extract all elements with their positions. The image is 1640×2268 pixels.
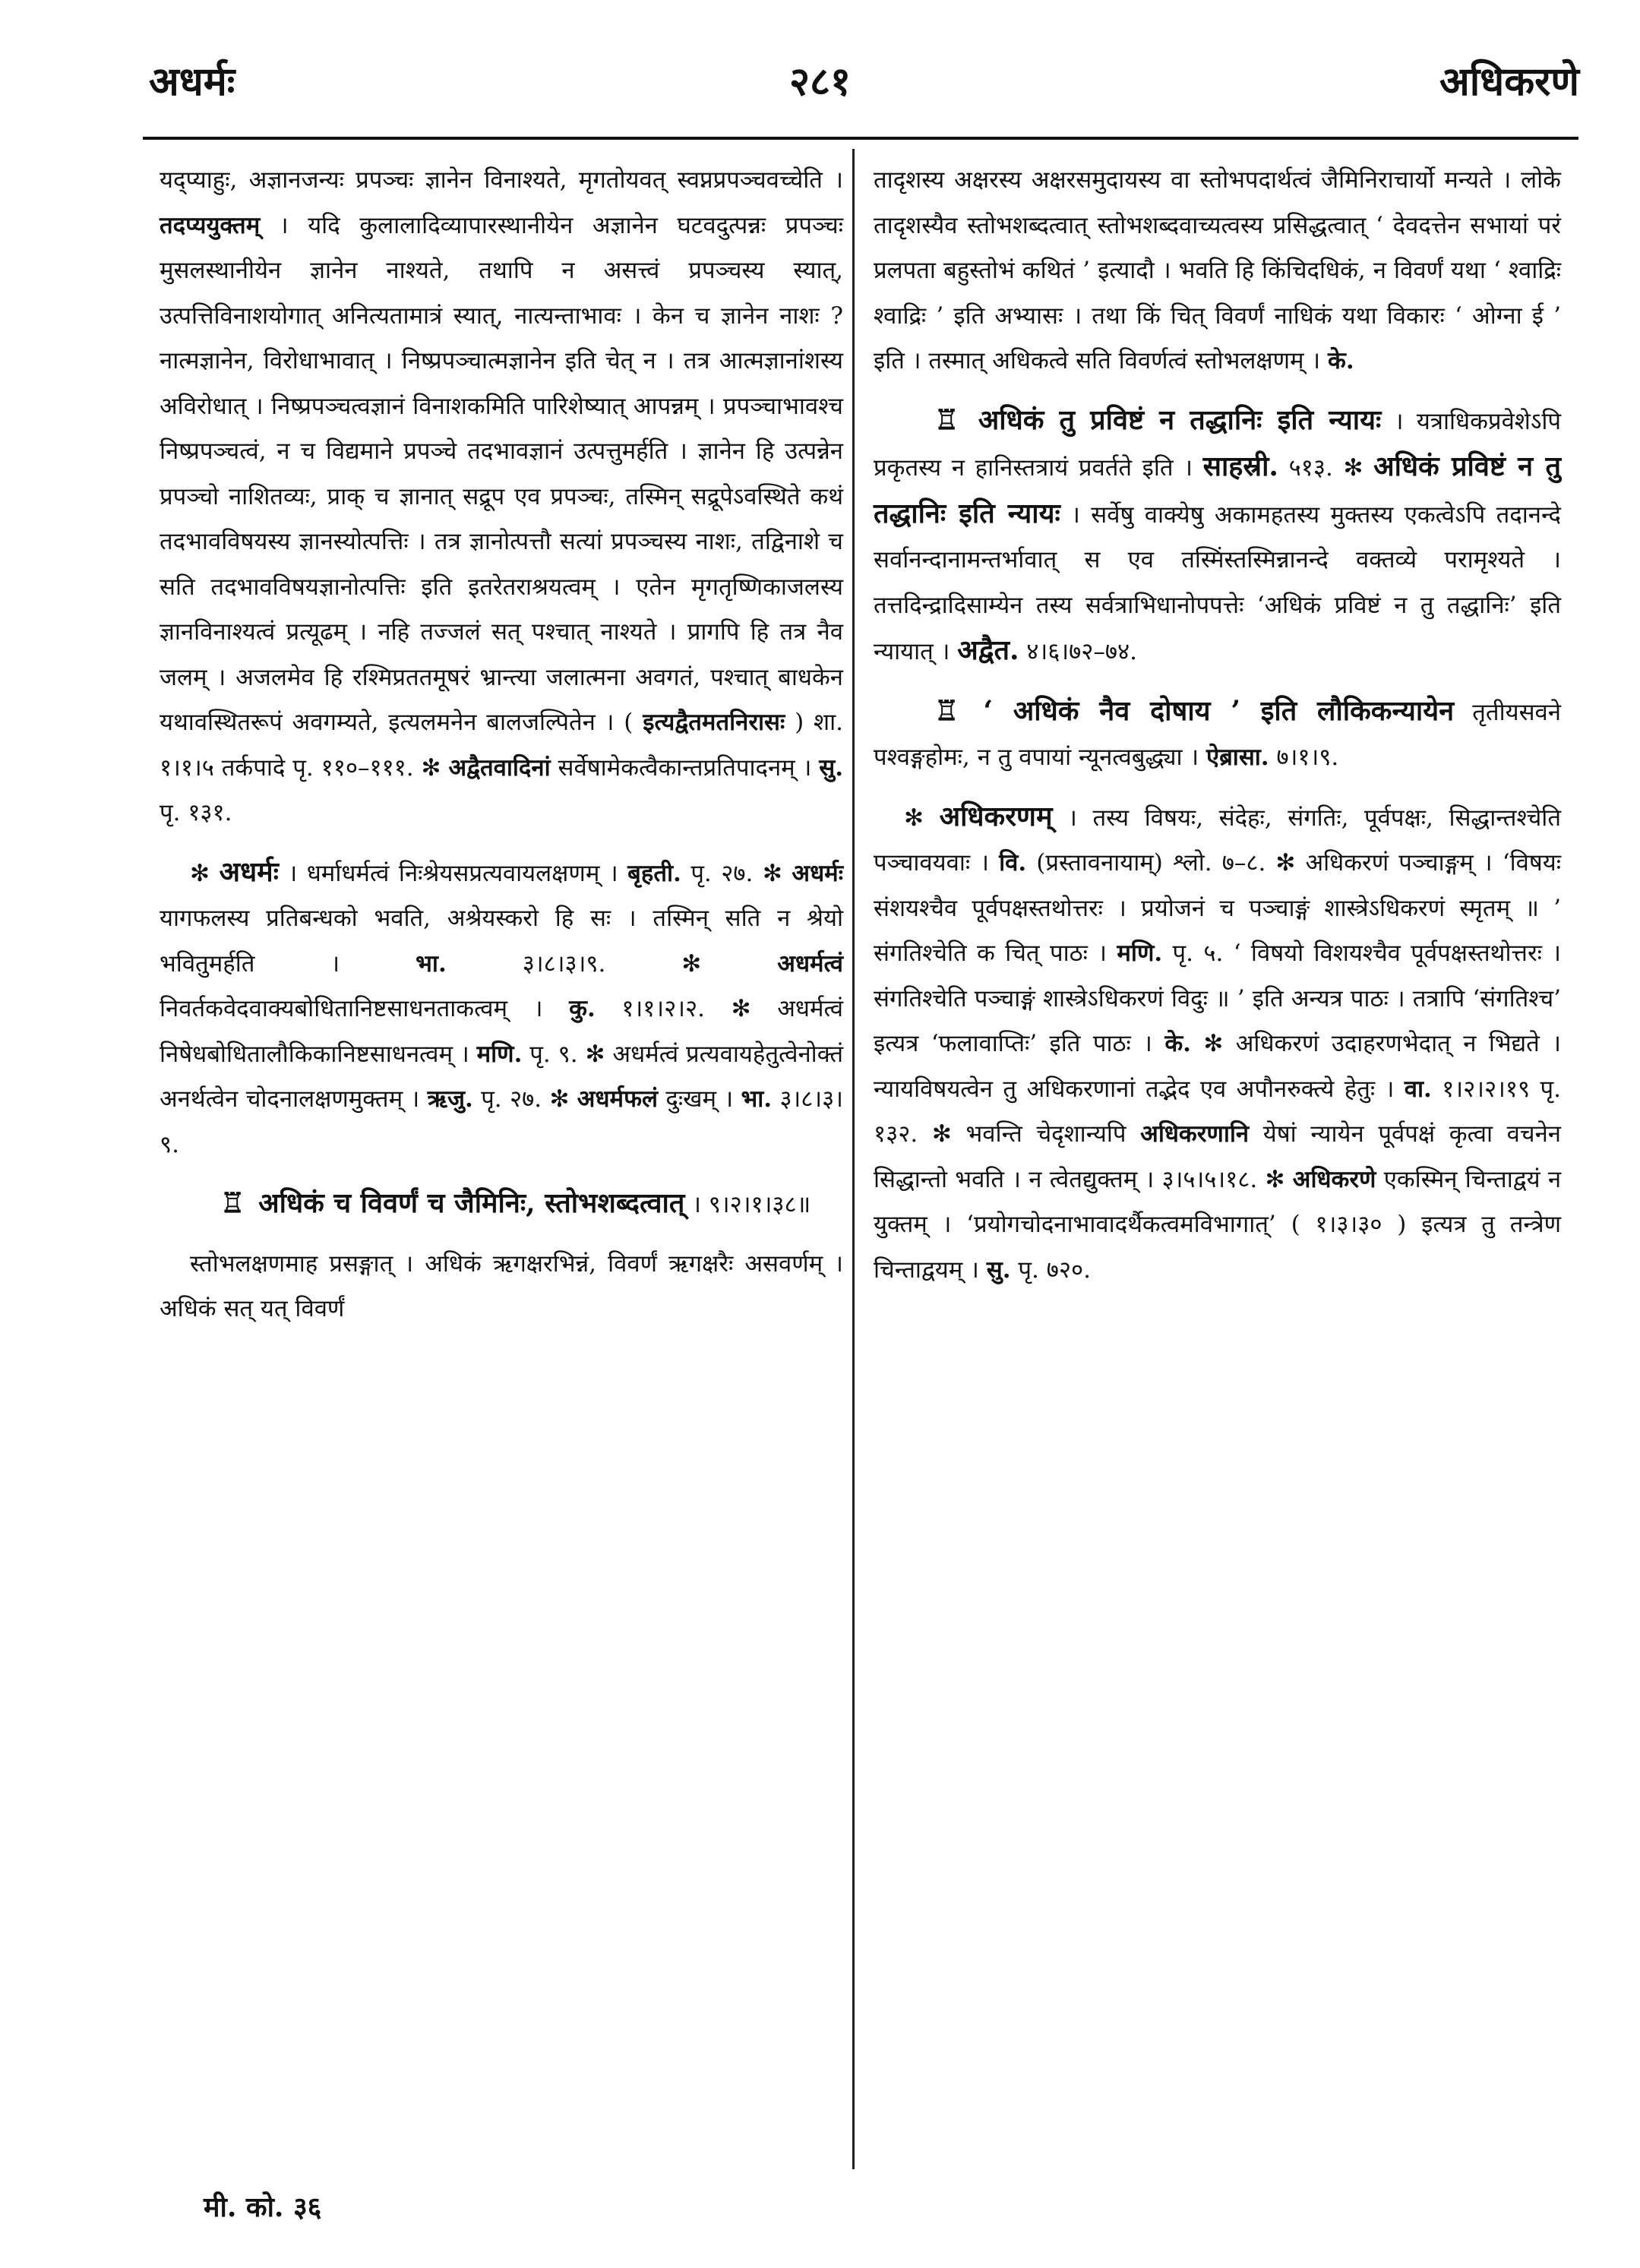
text: निवर्तकवेदवाक्यबोधितानिष्टसाधनताकत्वम् । xyxy=(160,995,543,1022)
bold-term: अधर्मफलं xyxy=(577,1085,659,1113)
text: पृ. ५. ‘ विषयो विशयश्चैव पूर्वपक्षस्तथोत्तरः । संगतिश्चेति पञ्चाङ्गं शास्त्रेऽधिकरणं विदुः ॥ ’ इति अन्यत्र पाठः । तत्रापि ‘संगतिश्च’ इत्यत्र ‘फलावाप्तिः’ इति पाठः । xyxy=(874,940,1561,1057)
text: ५१३. ✻ xyxy=(1288,454,1364,482)
star-marker: ✻ xyxy=(904,804,924,832)
reference: ४।६।७२–७४. xyxy=(1026,638,1137,665)
source-abbrev: भा. xyxy=(741,1085,773,1113)
running-head-left: अधर्मः xyxy=(149,59,235,105)
bold-term: अद्वैतवादिनां xyxy=(448,753,551,782)
right-column xyxy=(874,158,1561,1306)
reference: ७।१।९. xyxy=(1276,744,1339,771)
source-abbrev: कु. xyxy=(569,995,596,1022)
text: । तस्य विषयः, संदेहः, संगतिः, पूर्वपक्षः, सिद्धान्तश्चेति पञ्चावयवाः । xyxy=(874,804,1562,877)
text: पृ. ९. ✻ अधर्मत्वं प्रत्यवायहेतुत्वेनोक्तं अनर्थत्वेन चोदनालक्षणमुक्तम् । xyxy=(160,1040,843,1113)
text: (प्रस्तावनायाम्) श्लो. ७–८. ✻ अधिकरणं पञ्चाङ्गम् । ‘विषयः संशयश्चैव पूर्वपक्षस्तथोत्तरः । प्रयोजनं च पञ्चाङ्गं शास्त्रेऽधिकरणं स्मृतम् ॥ ’ संगतिश्चेति क चित् पाठः । xyxy=(874,849,1561,967)
bold-term: अधिकं प्रविष्टं न तु तद्धानिः इति न्यायः xyxy=(874,450,1561,529)
source-abbrev: भा. xyxy=(416,949,447,978)
text: यागफलस्य प्रतिबन्धको भवति, अश्रेयस्करो हि सः । तस्मिन् सति न श्रेयो भवितुमर्हति । xyxy=(160,905,843,978)
text: ३।८।३।९. ✻ xyxy=(522,949,702,978)
paragraph-stobha xyxy=(160,1242,843,1332)
page-number: २८१ xyxy=(788,59,852,105)
bold-term: अधिकरणे xyxy=(1292,1165,1376,1193)
text: सर्वेषामेकत्वैकान्तप्रतिपादनम् । xyxy=(558,753,812,782)
entry-heading: अधिकं च विवर्णं च जैमिनिः, स्तोभशब्दत्वात् xyxy=(258,1187,685,1219)
source-abbrev: साहस्री. xyxy=(1202,450,1278,482)
source-abbrev: सु. xyxy=(819,753,844,782)
source-abbrev: के. xyxy=(1328,347,1354,374)
bold-term: इत्यद्वैतमतनिरासः xyxy=(643,709,785,736)
entry-adharma xyxy=(160,850,843,1168)
source-abbrev: ऐब्रासा. xyxy=(1206,744,1269,771)
entry-heading: ‘ अधिकं नैव दोषाय ’ इति लौकिकन्यायेन xyxy=(983,694,1455,727)
source-abbrev: बृहती. xyxy=(627,859,681,887)
text: । धर्माधर्मत्वं निःश्रेयसप्रत्यवायलक्षणम् । xyxy=(288,859,618,887)
paragraph-adharma-discussion xyxy=(160,158,843,836)
entry-adhikaranam xyxy=(874,794,1561,1294)
paragraph-stobha-continued xyxy=(874,158,1561,384)
source-abbrev: मणि. xyxy=(476,1040,523,1068)
left-column xyxy=(160,158,843,1346)
text: । सर्वेषु वाक्येषु अकामहतस्य मुक्तस्य एकत्वेऽपि तदानन्दे सर्वानन्दानामन्तर्भावात् स एव तस्मिंस्तस्मिन्नानन्दे वक्तव्ये परामृश्यते । तत्तदिन्द्रादिसाम्येन तस्य सर्वत्राभिधानोपपत्तेः ‘अधिकं प्रविष्टं न तु तद्धानिः’ इति न्यायात् । xyxy=(874,501,1561,665)
column-divider xyxy=(852,149,855,2169)
text: ) शा. १।१।५ तर्कपादे पृ. ११०–१११. ✻ xyxy=(160,709,844,782)
entry-adhikam-ca-vivarnam xyxy=(160,1181,843,1228)
source-abbrev: ऋजु. xyxy=(427,1085,473,1113)
sutra-marker-icon: ♖ xyxy=(220,1187,245,1219)
text: ✻ अधिकरणं उदाहरणभेदात् न भिद्यते । न्यायविषयत्वेन तु अधिकरणानां तद्भेद एव अपौनरुक्त्ये हेतुः । xyxy=(874,1030,1561,1103)
text: तादृशस्य अक्षरस्य अक्षरसमुदायस्य वा स्तोभपदार्थत्वं जैमिनिराचार्यो मन्यते । लोके तादृशस्यैव स्तोभशब्दत्वात् स्तोभशब्दवाच्यत्वस्य प्रसिद्धत्वात् ‘ देवदत्तेन सभायां परं प्रलपता बहुस्तोभं कथितं ’ इत्यादौ । भवति हि किंचिदधिकं, न विवर्णं यथा ‘ श्वाद्रिः श्वाद्रिः ’ इति अभ्यासः । तथा किं चित् विवर्णं नाधिकं यथा विकारः ‘ ओग्ना ई ’ इति । तस्मात् अधिकत्वे सति विवर्णत्वं स्तोभलक्षणम् । xyxy=(874,166,1561,374)
text: स्तोभलक्षणमाह प्रसङ्गात् । अधिकं ऋगक्षरभिन्नं, विवर्णं ऋगक्षरैः असवर्णम् । अधिकं सत् यत् विवर्णं xyxy=(160,1249,843,1322)
source-abbrev: वि. xyxy=(999,849,1027,877)
running-head-right: अधिकरणे xyxy=(1439,59,1579,105)
reference: पृ. ७२०. xyxy=(1018,1256,1091,1284)
bold-term: अधर्मत्वं xyxy=(777,949,844,978)
reference: । ९।२।१।३८॥ xyxy=(692,1191,811,1218)
text: यद्प्याहुः, अज्ञानजन्यः प्रपञ्चः ज्ञानेन विनाश्यते, मृगतोयवत् स्वप्नप्रपञ्चवच्चेति । xyxy=(160,166,843,194)
text: १।२।२।१९ पृ. १३२. ✻ भवन्ति चेदृशान्यपि xyxy=(874,1075,1562,1148)
reference: पृ. १३१. xyxy=(160,799,232,826)
entry-adhikam-tu-pravishtam xyxy=(874,398,1561,675)
entry-adhikam-naiva-doshaya xyxy=(874,689,1561,781)
text: । यदि कुलालादिव्यापारस्थानीयेन अज्ञानेन घटवदुत्पन्नः प्रपञ्चः मुसलस्थानीयेन ज्ञानेन नाश्यते, तथापि न असत्त्वं प्रपञ्चस्य स्यात्, उत्पत्तिविनाशयोगात् अनित्यतामात्रं स्यात्, नात्यन्ताभावः । केन च ज्ञानेन नाशः ? नात्मज्ञानेन, विरोधाभावात् । निष्प्रपञ्चात्मज्ञानेन इति चेत् न । तत्र आत्मज्ञानांशस्य अविरोधात् । निष्प्रपञ्चत्वज्ञानं विनाशकमिति पारिशेष्यात् आपन्नम् । प्रपञ्चाभावश्च निष्प्रपञ्चत्वं, न च विद्यमाने प्रपञ्चे तदभावज्ञानं उत्पत्तुमर्हति । ज्ञानेन हि उत्पन्नेन प्रपञ्चो नाशितव्यः, प्राक् च ज्ञानात् सद्रूप एव प्रपञ्चः, तस्मिन् सद्रूपेऽवस्थिते कथं तदभावविषयस्य ज्ञानस्योत्पत्तिः । तत्र ज्ञानोत्पत्तौ सत्यां प्रपञ्चस्य नाशः, तद्विनाशे च सति तदभावविषयज्ञानोत्पत्तिः इति इतरेतराश्रयत्वम् । एतेन मृगतृष्णिकाजलस्य ज्ञानविनाश्यत्वं प्रत्यूढम् । नहि तज्जलं सत् पश्चात् नाश्यते । प्रागपि हि तत्र नैव जलम् । अजलमेव हि रश्मिप्रततमूषरं भ्रान्त्या जलात्मना अवगतं, पश्चात् बाधकेन यथावस्थितरूपं अवगम्यते, इत्यलमनेन बालजल्पितेन । ( xyxy=(160,211,843,736)
entry-heading: अधिकरणम् xyxy=(939,800,1053,832)
text: पृ. २७. ✻ xyxy=(690,859,782,887)
text: । यत्राधिकप्रवेशेऽपि प्रकृतस्य न हानिस्तत्रायं प्रवर्तते इति । xyxy=(874,407,1562,482)
text: एकस्मिन् चिन्ताद्वयं न युक्तम् । ‘प्रयोगचोदनाभावादर्थैकत्वमविभागात्’ ( १।३।३० ) इत्यत्र तु तन्त्रेण चिन्ताद्वयम् । xyxy=(874,1165,1562,1284)
entry-heading: अधर्मः xyxy=(219,855,279,888)
sutra-marker-icon: ♖ xyxy=(934,694,959,727)
source-abbrev: के. xyxy=(1164,1030,1191,1057)
source-abbrev: वा. xyxy=(1404,1075,1432,1103)
source-abbrev: अद्वैत. xyxy=(957,634,1019,666)
entry-heading: अधिकं तु प्रविष्टं न तद्धानिः इति न्यायः xyxy=(978,403,1382,436)
bold-term: अधर्मः xyxy=(792,859,843,887)
printer-signature: मी. को. ३६ xyxy=(204,2191,322,2223)
sutra-marker-icon: ♖ xyxy=(934,403,959,436)
source-abbrev: मणि. xyxy=(1117,940,1163,967)
reference: ३।८।३।९. xyxy=(160,1085,844,1158)
star-marker: ✻ xyxy=(190,859,210,887)
bold-term: अधिकरणानि xyxy=(1140,1120,1250,1148)
text: तृतीयसवने पश्वङ्गहोमः, न तु वपायां न्यूनत्वबुद्ध्या । xyxy=(874,698,1561,771)
text: दुःखम् । xyxy=(665,1085,734,1113)
bold-term: तदप्ययुक्तम् xyxy=(160,211,261,239)
text: पृ. २७. ✻ xyxy=(481,1085,570,1113)
text: १।१।२।२. ✻ अधर्मत्वं निषेधबोधितालौकिकानिष्टसाधनत्वम् । xyxy=(160,995,843,1068)
text: येषां न्यायेन पूर्वपक्षं कृत्वा वचनेन सिद्धान्तो भवति । न त्वेतद्युक्तम् । ३।५।५।१८. ✻ xyxy=(874,1120,1562,1193)
source-abbrev: सु. xyxy=(986,1256,1011,1284)
header-rule xyxy=(143,137,1578,140)
